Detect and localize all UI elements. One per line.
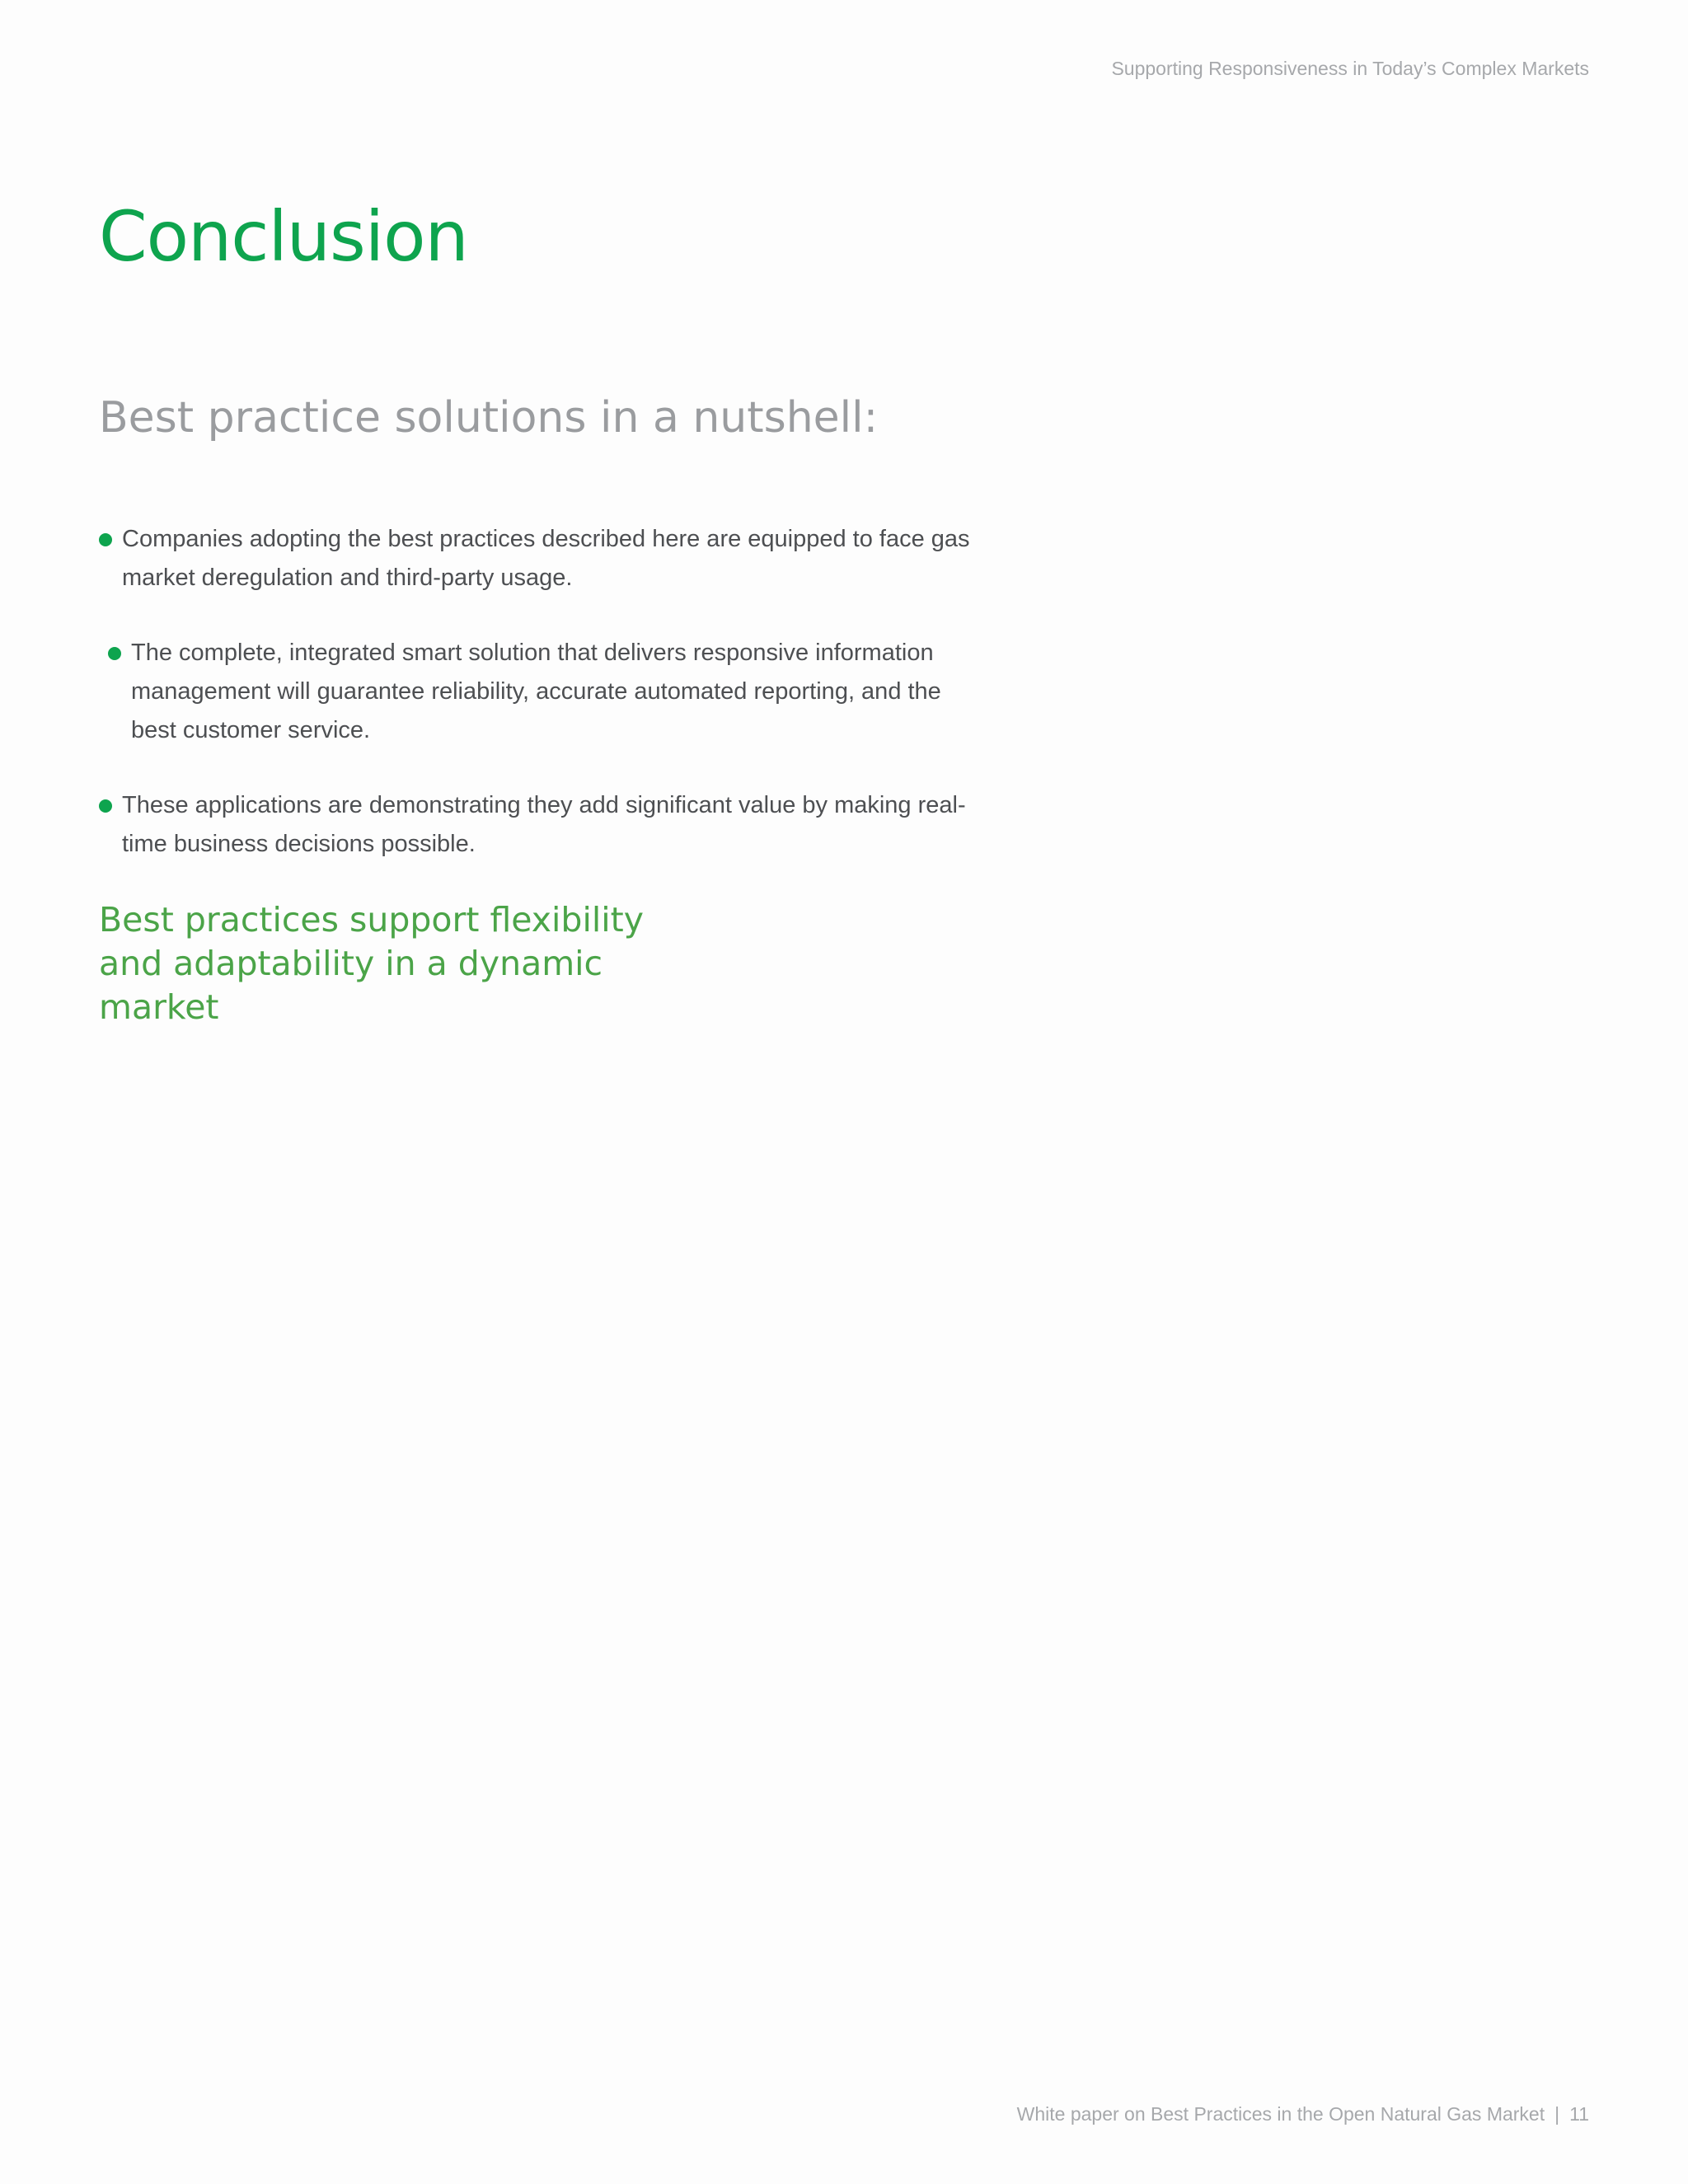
list-item-text: The complete, integrated smart solution that delivers responsive information management will guarantee reliability, accurate automated reporting, and the best customer service.	[131, 640, 941, 743]
bullet-dot-icon	[99, 533, 112, 546]
list-item	[108, 634, 982, 750]
running-header: Supporting Responsiveness in Today’s Complex Markets	[1111, 58, 1589, 79]
footer-text: White paper on Best Practices in the Open Natural Gas Market	[1016, 2103, 1545, 2125]
bullet-dot-icon	[99, 799, 112, 813]
list-item-text: These applications are demonstrating they add significant value by making real-time business decisions possible.	[122, 792, 966, 857]
list-item-text: Companies adopting the best practices described here are equipped to face gas market deregulation and third-party usage.	[122, 526, 970, 591]
bullet-dot-icon	[108, 647, 121, 660]
list-item	[99, 520, 981, 598]
footer-separator: |	[1554, 2103, 1560, 2125]
list-item	[99, 786, 981, 864]
page-title: Conclusion	[99, 196, 468, 277]
page-number: 11	[1569, 2103, 1589, 2125]
callout-quote: Best practices support flexibility and adaptability in a dynamic market	[99, 900, 644, 1027]
section-subtitle: Best practice solutions in a nutshell:	[99, 393, 879, 443]
page-footer	[1017, 2103, 1589, 2125]
